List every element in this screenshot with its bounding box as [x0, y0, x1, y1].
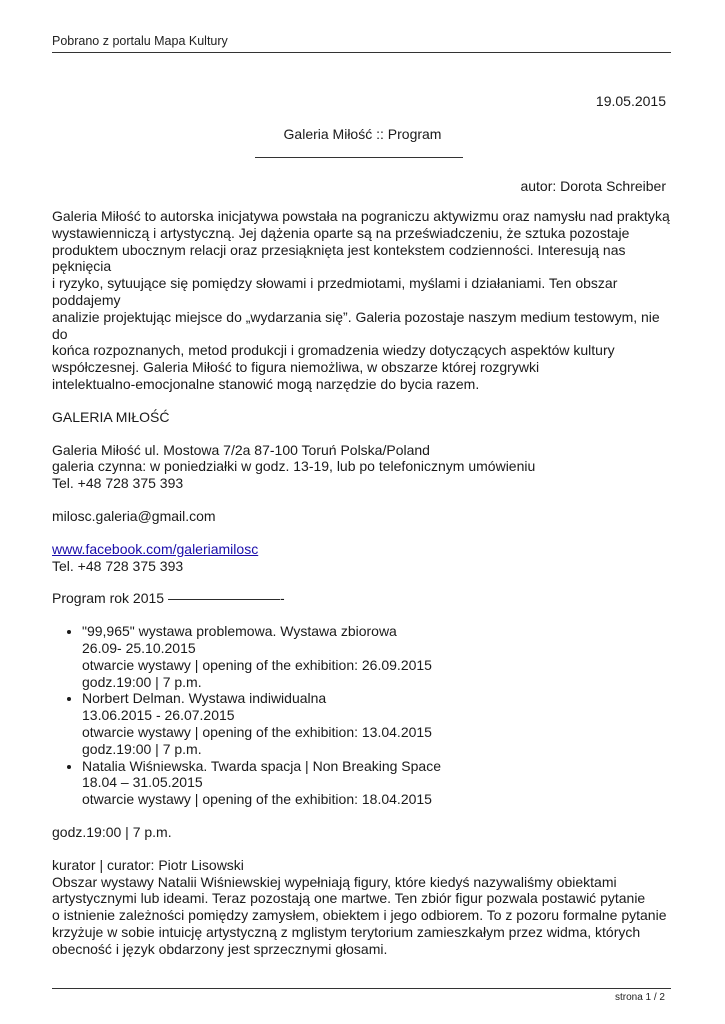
program-item-opening: otwarcie wystawy | opening of the exhibition: 18.04.2015 [82, 791, 432, 808]
intro-line: współczesnej. Galeria Miłość to figura niemożliwa, w obszarze której rozgrywki [52, 359, 540, 376]
facebook-block [52, 541, 674, 575]
intro-paragraph [52, 208, 674, 393]
program-item-dates: 13.06.2015 - 26.07.2015 [82, 707, 235, 724]
document-body [52, 208, 674, 973]
footer-divider [52, 988, 671, 989]
facebook-link[interactable]: www.facebook.com/galeriamilosc [52, 540, 259, 557]
header-divider [52, 52, 671, 53]
document-title: Galeria Miłość :: Program [283, 126, 442, 142]
intro-line: intelektualno-emocjonalne stanowić mogą narzędzie do bycia razem. [52, 375, 480, 392]
intro-line: analizie projektując miejsce do „wydarzania się”. Galeria pozostaje naszym medium testowym, nie do [52, 308, 660, 342]
curator-line: kurator | curator: Piotr Lisowski [52, 856, 244, 873]
description-line: krzyżuje w sobie intuicję artystyczną z mglistym terytorium zamieszkałym przez widma, których [52, 923, 641, 940]
description-line: Obszar wystawy Natalii Wiśniewskiej wypełniają figury, które kiedyś nazywaliśmy obiektami [52, 873, 617, 890]
intro-line: i ryzyko, sytuujące się pomiędzy słowami i przedmiotami, myślami i działaniami. Ten obszar poddajemy [52, 275, 618, 308]
program-heading: Program rok 2015 ————————- [52, 590, 285, 607]
program-item-opening: otwarcie wystawy | opening of the exhibition: 13.04.2015 [82, 723, 432, 740]
program-item-time: godz.19:00 | 7 p.m. [82, 740, 202, 757]
phone-line: Tel. +48 728 375 393 [52, 475, 184, 492]
intro-line: produktem ubocznym relacji oraz przesiąknięta jest kontekstem codzienności. Interesują nas pęknięcia [52, 241, 626, 275]
title-underline [255, 157, 463, 158]
intro-line: wystawienniczą i artystyczną. Jej dążenia oparte są na przeświadczeniu, że sztuka pozostaje [52, 224, 630, 241]
program-item [82, 623, 674, 690]
gallery-address [52, 442, 674, 492]
description-line: o istnienie zależności pomiędzy zamysłem, obiektem i jego odbiorem. To z pozoru formalne pytanie [52, 907, 667, 924]
opening-hours-line: galeria czynna: w poniedziałki w godz. 13-19, lub po telefonicznym umówieniu [52, 458, 536, 475]
program-item-title: • Norbert Delman. Wystawa indiwidualna [82, 690, 327, 707]
intro-line: końca rozpoznanych, metod produkcji i gromadzenia wiedzy dotyczących aspektów kultury [52, 342, 615, 359]
address-line: Galeria Miłość ul. Mostowa 7/2a 87-100 Toruń Polska/Poland [52, 441, 430, 458]
description-block [52, 857, 674, 958]
email-text: milosc.galeria@gmail.com [52, 507, 216, 524]
intro-line: Galeria Miłość to autorska inicjatywa powstała na pograniczu aktywizmu oraz namysłu nad praktyką [52, 208, 670, 224]
program-item-dates: 18.04 – 31.05.2015 [82, 774, 203, 791]
document-author: autor: Dorota Schreiber [520, 178, 666, 194]
program-item [82, 690, 674, 757]
program-item-time: godz.19:00 | 7 p.m. [82, 673, 202, 690]
gallery-heading: GALERIA MIŁOŚĆ [52, 408, 170, 425]
program-list [52, 623, 674, 808]
page-header-source: Pobrano z portalu Mapa Kultury [52, 34, 228, 48]
program-item-title: • Natalia Wiśniewska. Twarda spacja | Non Breaking Space [82, 757, 441, 774]
document-date: 19.05.2015 [595, 93, 666, 109]
phone-line-2: Tel. +48 728 375 393 [52, 557, 184, 574]
page-number: strona 1 / 2 [614, 992, 665, 1003]
time-text: godz.19:00 | 7 p.m. [52, 823, 172, 840]
program-item-opening: otwarcie wystawy | opening of the exhibition: 26.09.2015 [82, 656, 432, 673]
program-item [82, 758, 674, 808]
description-line: artystycznymi lub ideami. Teraz pozostają one martwe. Ten zbiór figur pozwala postawić pytanie [52, 890, 646, 907]
program-item-title: • "99,965" wystawa problemowa. Wystawa zbiorowa [82, 623, 397, 640]
program-item-dates: 26.09- 25.10.2015 [82, 639, 196, 656]
description-line: obecność i język obdarzony jest sprzecznymi głosami. [52, 940, 388, 957]
